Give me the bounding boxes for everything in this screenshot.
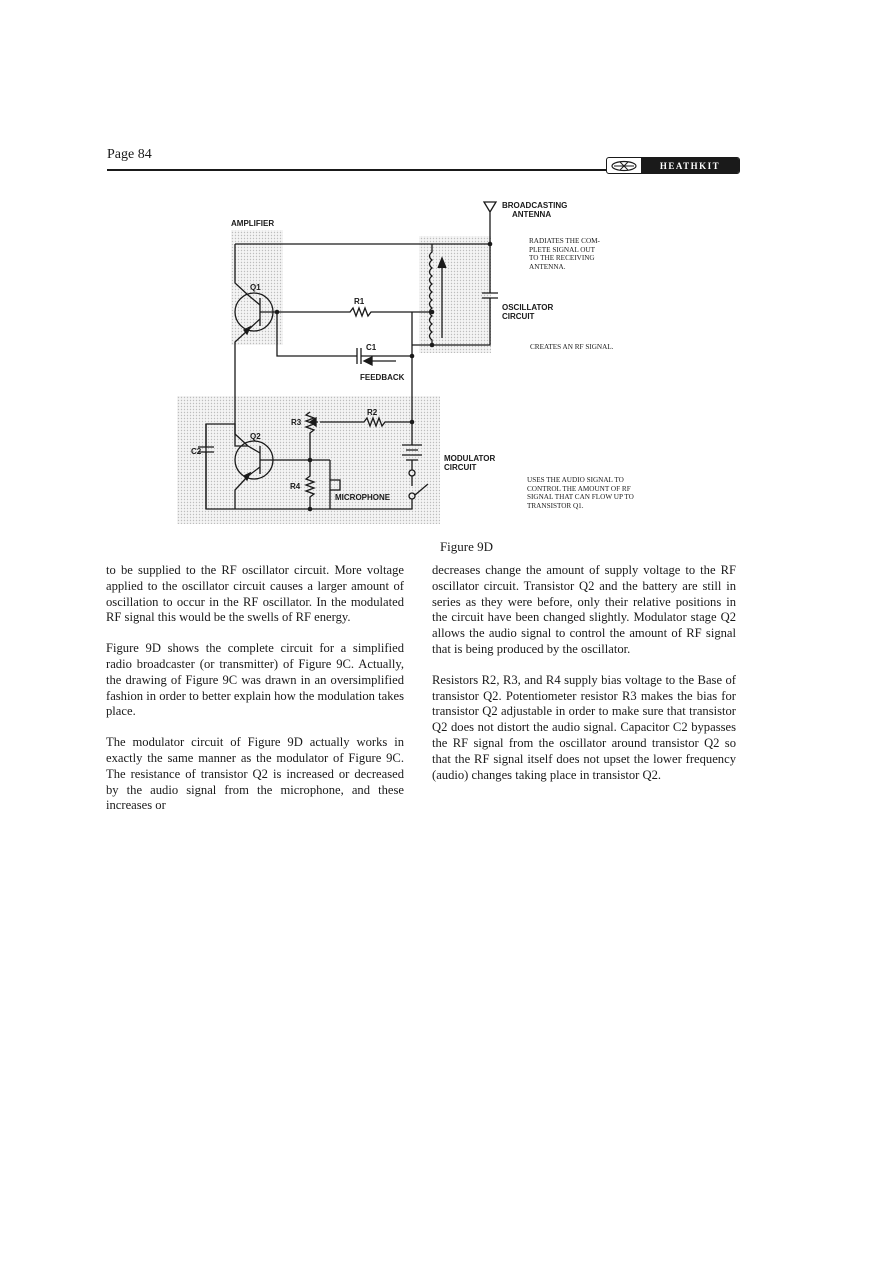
- oscillator-label-2: CIRCUIT: [502, 312, 535, 321]
- svg-text:TRANSISTOR Q1.: TRANSISTOR Q1.: [527, 502, 584, 510]
- paragraph: Figure 9D shows the complete circuit for a simplified radio broadcaster (or transmitter) of Figure 9C. Actually, the drawing of Figure 9C was drawn in an oversimplified fashion in order to better explain how the modulation takes place.: [106, 641, 404, 719]
- svg-text:ANTENNA.: ANTENNA.: [529, 263, 566, 271]
- r3-label: R3: [291, 418, 302, 427]
- paragraph: decreases change the amount of supply voltage to the RF oscillator circuit. Transistor Q2 and the battery are still in series as they were before, only their relative positions in the circuit have been changed slightly. Modulator stage Q2 allows the audio signal to control the amount of RF signal that is being produced by the oscillator.: [432, 563, 736, 656]
- microphone-label: MICROPHONE: [335, 493, 391, 502]
- svg-text:CONTROL THE AMOUNT OF RF: CONTROL THE AMOUNT OF RF: [527, 485, 631, 493]
- paragraph: Resistors R2, R3, and R4 supply bias voltage to the Base of transistor Q2. Potentiometer resistor R3 makes the bias for transistor Q2 adjustable in order to make sure that transistor Q2 does not distort the audio signal. Capacitor C2 bypasses the RF signal from the oscillator around transistor Q2 so that the RF signal itself does not upset the lower frequency (audio) changes taking place in transistor Q2.: [432, 672, 736, 782]
- paragraph: The modulator circuit of Figure 9D actually works in exactly the same manner as the modulator of Figure 9C. The resistance of transistor Q2 is increased or decreased by the audio signal from the microphone, and these increases or: [106, 735, 404, 813]
- svg-text:RADIATES THE COM-: RADIATES THE COM-: [529, 237, 600, 245]
- c1-label: C1: [366, 343, 377, 352]
- circuit-diagram: [0, 0, 893, 560]
- r4-label: R4: [290, 482, 301, 491]
- body-column-left: [106, 563, 404, 829]
- body-column-right: [432, 563, 736, 798]
- c2-label: C2: [191, 447, 202, 456]
- oscillator-note: CREATES AN RF SIGNAL.: [530, 343, 614, 351]
- page-number: Page 84: [107, 147, 152, 162]
- figure-caption: Figure 9D: [439, 539, 494, 554]
- antenna-note: [529, 237, 601, 271]
- brand-name: HEATHKIT: [641, 158, 739, 173]
- modulator-note: [527, 476, 634, 510]
- svg-text:PLETE SIGNAL OUT: PLETE SIGNAL OUT: [529, 246, 596, 254]
- oscillator-label-1: OSCILLATOR: [502, 303, 554, 312]
- r2-label: R2: [367, 408, 378, 417]
- feedback-label: FEEDBACK: [360, 373, 405, 382]
- amplifier-label: AMPLIFIER: [231, 219, 275, 228]
- svg-text:SIGNAL THAT CAN FLOW UP TO: SIGNAL THAT CAN FLOW UP TO: [527, 493, 634, 501]
- r1-label: R1: [354, 297, 365, 306]
- svg-text:TO THE RECEIVING: TO THE RECEIVING: [529, 254, 595, 262]
- modulator-label-2: CIRCUIT: [444, 463, 477, 472]
- q1-label: Q1: [250, 283, 261, 292]
- modulator-label-1: MODULATOR: [444, 454, 496, 463]
- antenna-label-2: ANTENNA: [512, 210, 552, 219]
- svg-text:USES THE AUDIO SIGNAL TO: USES THE AUDIO SIGNAL TO: [527, 476, 624, 484]
- paragraph: to be supplied to the RF oscillator circuit. More voltage applied to the oscillator circuit causes a larger amount of oscillation to occur in the RF oscillator. In the modulated RF signal this would be the swells of RF energy.: [106, 563, 404, 625]
- antenna-label-1: BROADCASTING: [502, 201, 568, 210]
- q2-label: Q2: [250, 432, 261, 441]
- capacitor-c1: [357, 348, 361, 364]
